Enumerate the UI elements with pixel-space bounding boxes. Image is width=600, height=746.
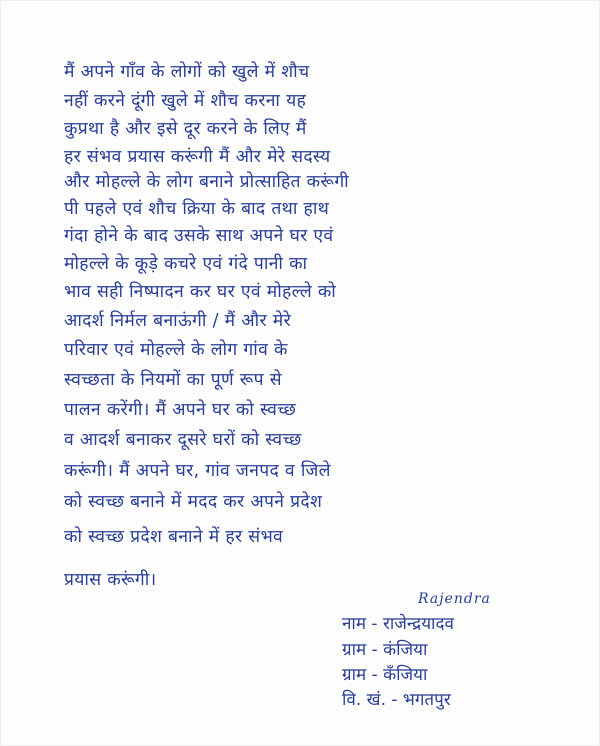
letter-line-7: गंदा होने के बाद उसके साथ अपने घर एवं: [64, 226, 334, 246]
letter-line-12: स्वच्छता के नियमों का पूर्ण रूप से: [64, 370, 282, 390]
letter-line-1: मैं अपने गाँव के लोगों को खुले में शौच: [64, 62, 310, 82]
letter-line-11: परिवार एवं मोहल्ले के लोग गांव के: [64, 340, 288, 360]
letter-line-6: पी पहले एवं शौच क्रिया के बाद तथा हाथ: [64, 199, 330, 219]
letter-line-13: पालन करेंगी। मैं अपने घर को स्वच्छ: [64, 400, 297, 420]
letter-line-5: और मोहल्ले के लोग बनाने प्रोत्साहित करूंगी: [64, 172, 350, 192]
letter-line-10: आदर्श निर्मल बनाऊंगी / मैं और मेरे: [64, 311, 292, 331]
signature-handwritten-name: Rajendra: [418, 591, 491, 607]
signature-gram-line-2: ग्राम - कँजिया: [342, 665, 428, 685]
signature-block-line: वि. खं. - भगतपुर: [342, 690, 451, 710]
letter-line-8: मोहल्ले के कूड़े कचरे एवं गंदे पानी का: [64, 254, 308, 274]
signature-name-line: नाम - राजेन्द्रयादव: [342, 614, 454, 634]
letter-line-14: व आदर्श बनाकर दूसरे घरों को स्वच्छ: [64, 430, 302, 450]
letter-line-2: नहीं करने दूंगी खुले में शौच करना यह: [64, 91, 307, 111]
letter-line-3: कुप्रथा है और इसे दूर करने के लिए मैं: [64, 119, 307, 139]
letter-line-9: भाव सही निष्पादन कर घर एवं मोहल्ले को: [64, 282, 337, 302]
letter-line-18: प्रयास करूंगी।: [64, 570, 157, 590]
letter-line-17: को स्वच्छ प्रदेश बनाने में हर संभव: [64, 527, 284, 547]
letter-line-4: हर संभव प्रयास करूंगी मैं और मेरे सदस्य: [64, 147, 331, 167]
letter-line-15: करूंगी। मैं अपने घर, गांव जनपद व जिले: [64, 461, 331, 481]
signature-gram-line-1: ग्राम - कंजिया: [342, 640, 428, 660]
letter-line-16: को स्वच्छ बनाने में मदद कर अपने प्रदेश: [64, 492, 323, 512]
